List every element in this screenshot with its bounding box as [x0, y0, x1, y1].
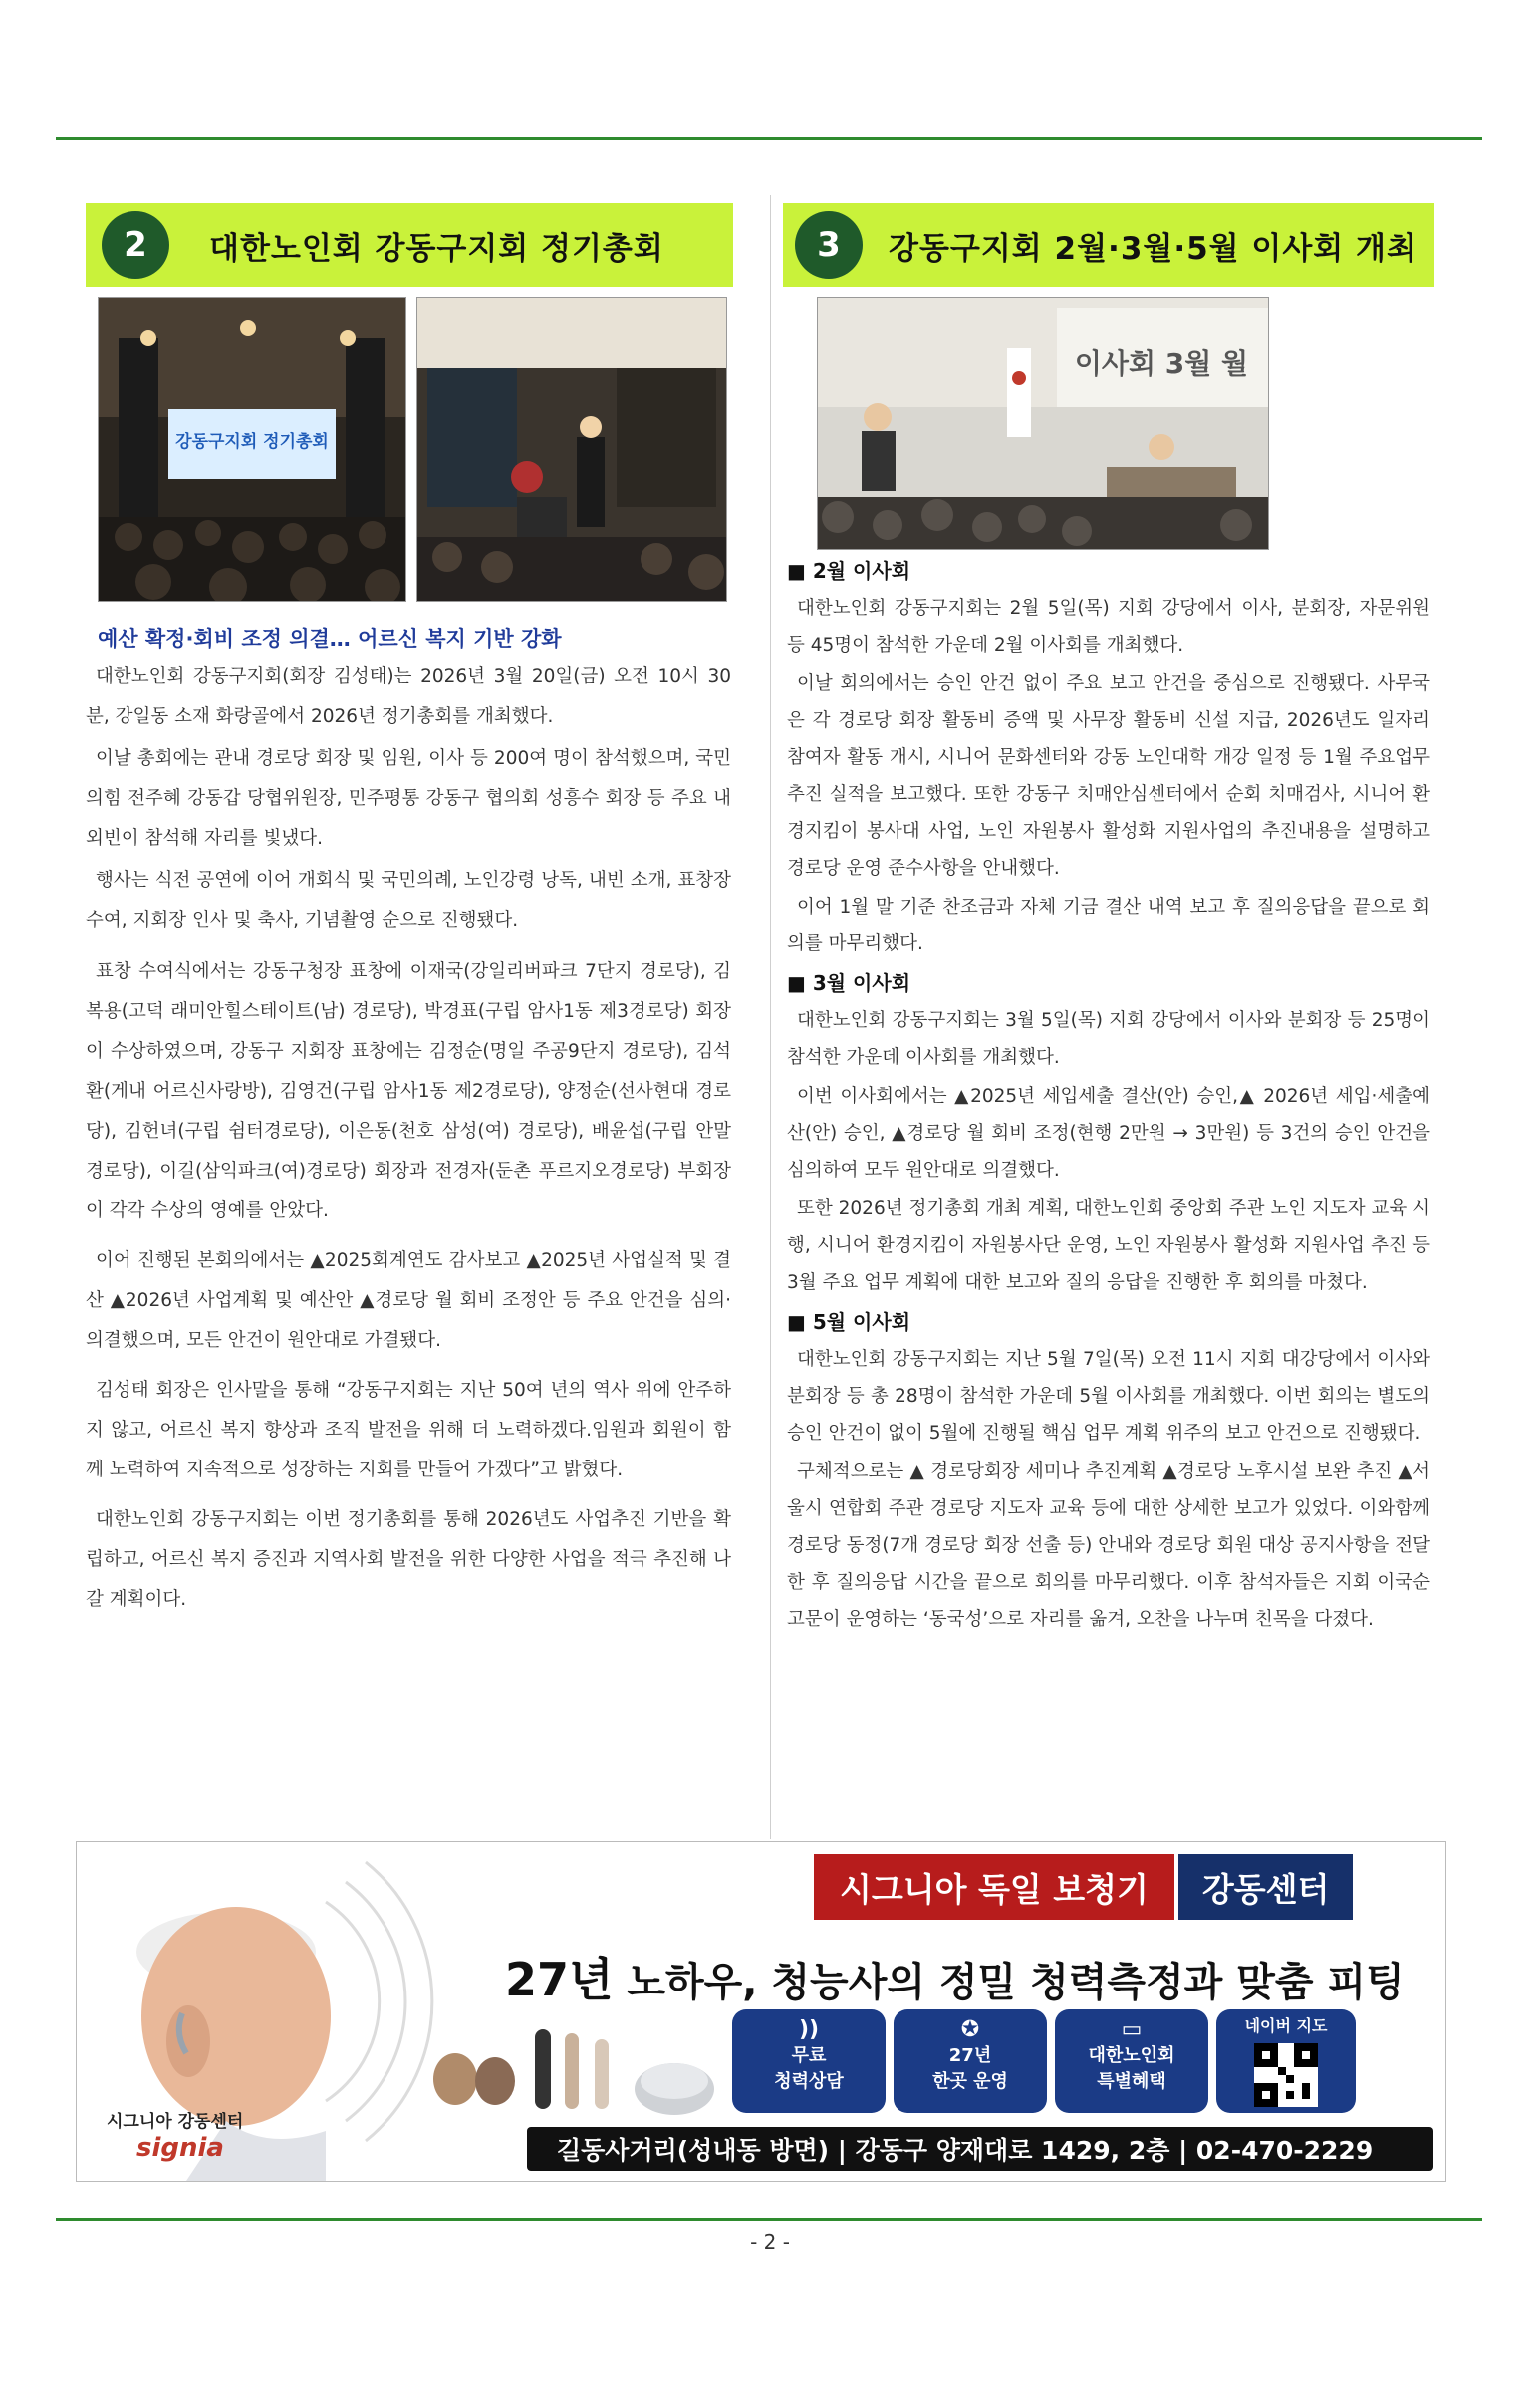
section2-paragraph: 대한노인회 강동구지회는 이번 정기총회를 통해 2026년도 사업추진 기반을 확립하고, 어르신 복지 증진과 지역사회 발전을 위한 다양한 사업을 적극 추진해 나갈 계획이다.	[86, 1509, 731, 1610]
qr-code-icon	[1254, 2043, 1318, 2107]
section3-paragraph: 이번 이사회에서는 ▲2025년 세입세출 결산(안) 승인,▲ 2026년 세입·세출예산(안) 승인, ▲경로당 월 회비 조정(현행 2만원 → 3만원) 등 3건의 승인 안건을 심의하여 모두 원안대로 의결했다.	[787, 1086, 1430, 1181]
section3-paragraph: 대한노인회 강동구지회는 지난 5월 7일(목) 오전 11시 지회 대강당에서 이사와 분회장 등 총 28명이 참석한 가운데 5월 이사회를 개최했다. 이번 회의는 별도의 승인 안건이 없이 5월에 진행될 핵심 업무 계획 위주의 보고 안건으로 진행됐다.	[787, 1349, 1430, 1444]
section3-paragraph: 이날 회의에서는 승인 안건 없이 주요 보고 안건을 중심으로 진행됐다. 사무국은 각 경로당 회장 활동비 증액 및 사무장 활동비 신설 지급, 2026년도 일자리 참여자 활동 개시, 시니어 문화센터와 강동 노인대학 개강 일정 등 1월 주요업무 추진 실적을 보고했다. 또한 강동구 치매안심센터에서 순회 치매검사, 시니어 환경지킴이 봉사대 사업, 노인 자원봉사 활성화 지원사업의 추진내용을 설명하고 경로당 운영 준수사항을 안내했다.	[787, 673, 1430, 879]
naver-map-box[interactable]	[1216, 2009, 1356, 2113]
section2-body	[86, 620, 731, 1622]
section2-paragraph: 표창 수여식에서는 강동구청장 표창에 이재국(강일리버파크 7단지 경로당), 김복용(고덕 래미안힐스테이트(남) 경로당), 박경표(구립 암사1동 제3경로당) 회장이 수상하였으며, 강동구 지회장 표창에는 김정순(명일 주공9단지 경로당), 김석환(게내 어르신사랑방), 김영건(구립 암사1동 제2경로당), 양정순(선사현대 경로당), 김헌녀(구립 쉼터경로당), 이은동(천호 삼성(여) 경로당), 배윤섭(구립 안말경로당), 이길(삼익파크(여)경로당) 회장과 전경자(둔촌 푸르지오경로당) 부회장이 각각 수상의 영예를 안았다.	[86, 961, 731, 1221]
photo3-screen-text: 이사회 3월 월	[1074, 347, 1249, 380]
feb-meeting-heading: ■ 2월 이사회	[787, 559, 911, 583]
photo1-screen-text: 강동구지회 정기총회	[175, 432, 329, 452]
feature-line2: 청력상담	[774, 2071, 844, 2092]
mar-meeting-heading: ■ 3월 이사회	[787, 971, 911, 995]
feature-line1: 대한노인회	[1088, 2045, 1175, 2066]
section2-paragraph: 이어 진행된 본회의에서는 ▲2025회계연도 감사보고 ▲2025년 사업실적 및 결산 ▲2026년 사업계획 및 예산안 ▲경로당 월 회비 조정안 등 주요 안건을 심의·의결했으며, 모든 안건이 원안대로 가결됐다.	[86, 1250, 731, 1351]
section2-title: 대한노인회 강동구지회 정기총회	[209, 230, 664, 267]
feature-line2: 한곳 운영	[932, 2071, 1008, 2092]
section2-paragraph: 이날 총회에는 관내 경로당 회장 및 임원, 이사 등 200여 명이 참석했으며, 국민의힘 전주혜 강동갑 당협위원장, 민주평통 강동구 협의회 성흥수 회장 등 주요 내외빈이 참석해 자리를 빛냈다.	[86, 748, 731, 849]
card-icon: ▭	[1121, 2017, 1143, 2042]
section2-number: 2	[102, 211, 169, 279]
feature-free-consult	[732, 2009, 886, 2113]
column-divider	[770, 195, 771, 1839]
hearing-aid-ad	[76, 1841, 1446, 2182]
ad-title-brand: 시그니아 독일 보청기	[814, 1854, 1174, 1920]
section2-photo-2	[416, 297, 727, 602]
section3-title: 강동구지회 2월·3월·5월 이사회 개최	[889, 230, 1417, 267]
section3-paragraph: 이어 1월 말 기준 찬조금과 자체 기금 결산 내역 보고 후 질의응답을 끝으로 회의를 마무리했다.	[787, 897, 1430, 954]
ad-tagline	[505, 1944, 1405, 2009]
section3-header	[783, 203, 1434, 287]
hearing-aids-image	[425, 2009, 734, 2129]
section3-photo	[817, 297, 1269, 550]
ad-brand-label: 시그니아 강동센터	[107, 2112, 244, 2132]
section3-body	[787, 552, 1430, 1640]
signia-logo: signia	[136, 2133, 224, 2163]
section2-paragraph: 대한노인회 강동구지회(회장 김성태)는 2026년 3월 20일(금) 오전 10시 30분, 강일동 소재 화랑골에서 2026년 정기총회를 개최했다.	[86, 666, 731, 727]
section2-photo-1	[98, 297, 406, 602]
ad-title	[814, 1854, 1353, 1920]
feature-line2: 특별혜택	[1097, 2071, 1166, 2092]
ad-address-bar: 길동사거리(성내동 방면) | 강동구 양재대로 1429, 2층 | 02-470-2229	[527, 2127, 1433, 2171]
ad-title-center: 강동센터	[1178, 1854, 1354, 1920]
section3-paragraph: 대한노인회 강동구지회는 3월 5일(목) 지회 강당에서 이사와 분회장 등 25명이 참석한 가운데 이사회를 개최했다.	[787, 1010, 1430, 1068]
feature-27-years	[894, 2009, 1047, 2113]
section2-subheadline: 예산 확정·회비 조정 의결… 어르신 복지 기반 강화	[98, 627, 562, 651]
bottom-rule	[56, 2218, 1482, 2221]
page-number: - 2 -	[750, 2230, 790, 2254]
section2-header	[86, 203, 733, 287]
top-rule	[56, 137, 1482, 140]
section3-paragraph: 또한 2026년 정기총회 개최 계획, 대한노인회 중앙회 주관 노인 지도자 교육 시행, 시니어 환경지킴이 자원봉사단 운영, 노인 자원봉사 활성화 지원사업 추진 등 3월 주요 업무 계획에 대한 보고와 질의 응답을 진행한 후 회의를 마쳤다.	[787, 1198, 1430, 1293]
section3-paragraph: 대한노인회 강동구지회는 2월 5일(목) 지회 강당에서 이사, 분회장, 자문위원 등 45명이 참석한 가운데 2월 이사회를 개최했다.	[787, 598, 1430, 656]
section2-paragraph: 행사는 식전 공연에 이어 개회식 및 국민의례, 노인강령 낭독, 내빈 소개, 표창장 수여, 지회장 인사 및 축사, 기념촬영 순으로 진행됐다.	[86, 870, 731, 930]
ad-tagline-text: 노하우, 청능사의 정밀 청력측정과 맞춤 피팅	[613, 1960, 1405, 2005]
feature-line1: 무료	[791, 2045, 827, 2066]
section3-number: 3	[795, 211, 863, 279]
ear-wave-icon: ))	[798, 2017, 820, 2042]
ad-tagline-years: 27년	[505, 1953, 614, 2006]
section2-paragraph: 김성태 회장은 인사말을 통해 “강동구지회는 지난 50여 년의 역사 위에 안주하지 않고, 어르신 복지 향상과 조직 발전을 위해 더 노력하겠다.임원과 회원이 함께 노력하여 지속적으로 성장하는 지회를 만들어 가겠다”고 밝혔다.	[86, 1380, 731, 1480]
may-meeting-heading: ■ 5월 이사회	[787, 1310, 911, 1334]
feature-member-benefit	[1055, 2009, 1208, 2113]
feature-line1: 27년	[948, 2045, 992, 2066]
section3-paragraph: 구체적으로는 ▲ 경로당회장 세미나 추진계획 ▲경로당 노후시설 보완 추진 ▲서울시 연합회 주관 경로당 지도자 교육 등에 대한 상세한 보고가 있었다. 이와함께 경로당 동정(7개 경로당 회장 선출 등) 안내와 경로당 회원 대상 공지사항을 전달한 후 질의응답 시간을 끝으로 회의를 마무리했다. 이후 참석자들은 지회 이국순고문이 운영하는 ‘동국성’으로 자리를 옮겨, 오찬을 나누며 친목을 다졌다.	[787, 1461, 1430, 1630]
award-icon: ✪	[960, 2017, 980, 2042]
naver-map-label: 네이버 지도	[1244, 2016, 1328, 2035]
